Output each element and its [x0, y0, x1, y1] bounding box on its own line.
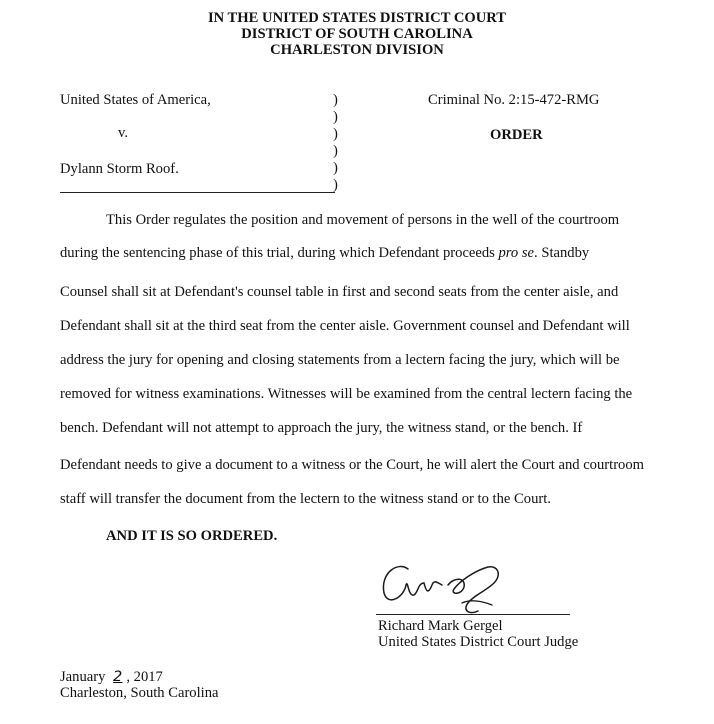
so-ordered: AND IT IS SO ORDERED.	[106, 528, 278, 544]
date-place: Charleston, South Carolina	[60, 685, 219, 701]
defendant-name: Dylann Storm Roof.	[60, 161, 179, 177]
body-line: staff will transfer the document from the lectern to the witness stand or to the Court.	[60, 491, 551, 507]
judge-name: Richard Mark Gergel	[378, 618, 503, 634]
body-line-text: during the sentencing phase of this trial, during which Defendant proceeds	[60, 245, 499, 261]
body-line	[60, 245, 589, 262]
judge-title: United States District Court Judge	[378, 634, 579, 650]
date-month: January	[60, 669, 106, 685]
document-title: ORDER	[490, 127, 543, 143]
body-line: Defendant shall sit at the third seat from the center aisle. Government counsel and Defendant will	[60, 318, 630, 334]
judge-signature	[370, 555, 540, 617]
caption-paren: )	[333, 143, 338, 159]
caption-paren: )	[333, 126, 338, 142]
court-district: DISTRICT OF SOUTH CAROLINA	[241, 26, 473, 42]
body-line: Defendant needs to give a document to a witness or the Court, he will alert the Court and courtroom	[60, 457, 644, 473]
signature-line	[376, 614, 570, 615]
court-division: CHARLESTON DIVISION	[270, 42, 444, 58]
body-line: Counsel shall sit at Defendant's counsel table in first and second seats from the center aisle, and	[60, 284, 619, 300]
caption-paren: )	[333, 92, 338, 108]
caption-paren: )	[333, 109, 338, 125]
plaintiff-name: United States of America,	[60, 92, 211, 108]
body-line: bench. Defendant will not attempt to approach the jury, the witness stand, or the bench. If	[60, 420, 583, 436]
body-line: This Order regulates the position and movement of persons in the well of the courtroom	[106, 212, 620, 228]
body-line: address the jury for opening and closing statements from a lectern facing the jury, which will be	[60, 352, 620, 368]
caption-paren: )	[333, 177, 338, 193]
date-year: , 2017	[126, 669, 163, 685]
caption-underline	[60, 192, 335, 193]
pro-se-term: pro se	[498, 245, 535, 261]
versus-label: v.	[118, 125, 128, 141]
case-number: Criminal No. 2:15-472-RMG	[428, 92, 600, 108]
date-day: 2	[113, 668, 123, 685]
body-line: removed for witness examinations. Witnesses will be examined from the central lectern facing the	[60, 386, 633, 402]
court-name: IN THE UNITED STATES DISTRICT COURT	[207, 10, 507, 26]
caption-paren: )	[333, 160, 338, 176]
date-line	[60, 668, 163, 686]
body-line-tail: . Standby	[534, 245, 590, 261]
